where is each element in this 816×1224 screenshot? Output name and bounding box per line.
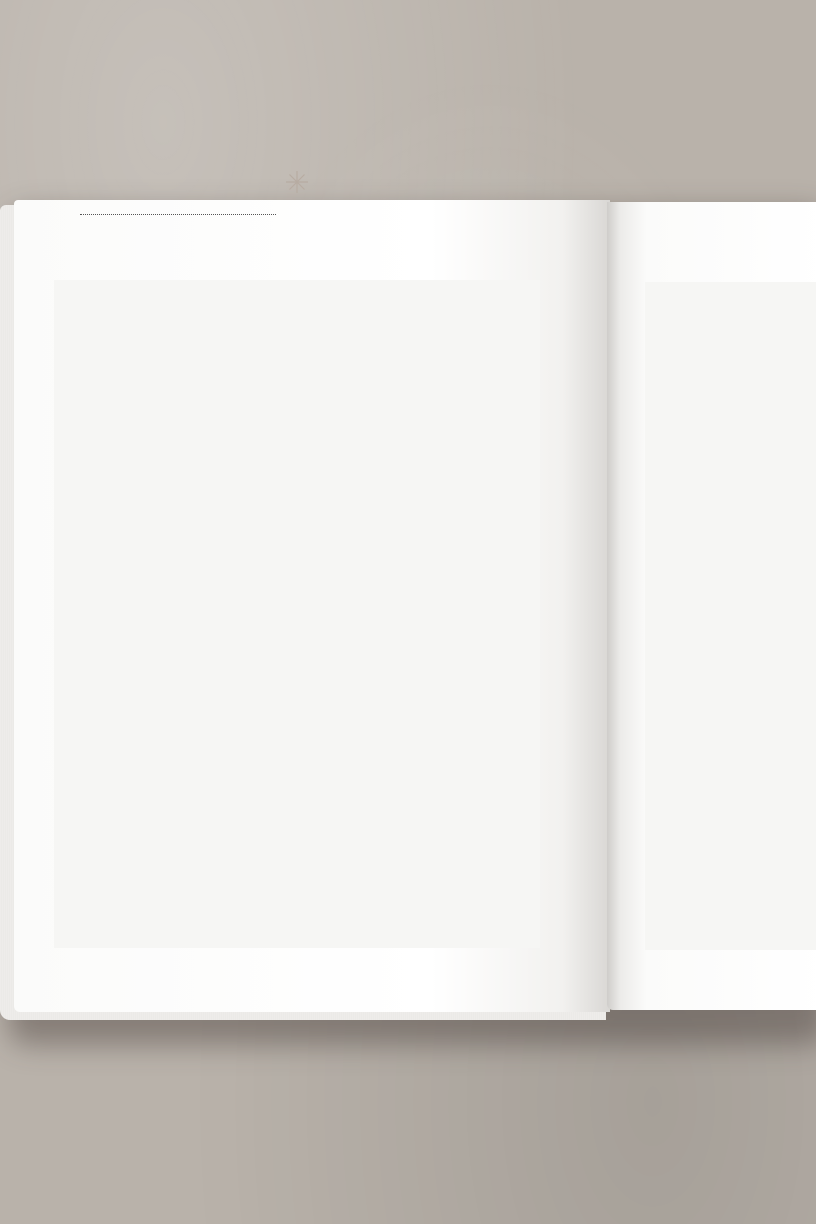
right-page [607,202,816,1010]
toc-entry-introduction[interactable] [78,217,278,218]
toc-panel [54,280,540,948]
toc-panel-right [645,282,816,950]
sparkle-icon [285,170,309,194]
left-page [14,200,610,1012]
toc-column-1 [78,217,278,218]
dot-leader [80,214,276,215]
